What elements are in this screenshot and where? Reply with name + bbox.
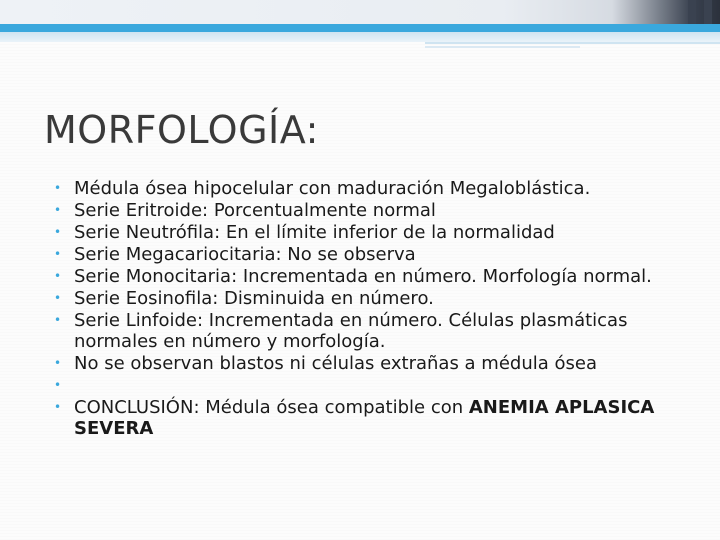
slide-title: MORFOLOGÍA: (44, 108, 319, 152)
bullet-icon: • (54, 225, 62, 239)
list-item (52, 222, 692, 243)
bullet-list (52, 178, 692, 440)
bullet-icon: • (54, 181, 62, 195)
list-item (52, 200, 692, 221)
decorative-line (425, 46, 580, 48)
top-light-bar (0, 32, 720, 42)
list-item-text: Serie Linfoide: Incrementada en número. Células plasmáticas normales en número y morfología. (74, 310, 628, 352)
list-item-text: Médula ósea hipocelular con maduración Megaloblástica. (74, 178, 591, 199)
bullet-icon: • (54, 378, 62, 392)
bullet-icon: • (54, 313, 62, 327)
bullet-icon: • (54, 269, 62, 283)
list-item (52, 178, 692, 199)
list-item-text: Serie Neutrófila: En el límite inferior de la normalidad (74, 222, 555, 243)
bullet-icon: • (54, 291, 62, 305)
bullet-icon: • (54, 356, 62, 370)
list-item (52, 244, 692, 265)
top-dark-bar (0, 0, 720, 24)
list-item (52, 288, 692, 309)
bullet-icon: • (54, 400, 62, 414)
top-accent-bar (0, 24, 720, 32)
list-item-text: Serie Monocitaria: Incrementada en número. Morfología normal. (74, 266, 652, 287)
bullet-icon: • (54, 203, 62, 217)
list-item-text: Serie Megacariocitaria: No se observa (74, 244, 416, 265)
top-bar-segment (688, 0, 696, 24)
list-item-empty (52, 375, 692, 396)
top-bar-segment (704, 0, 712, 24)
conclusion-diagnosis: ANEMIA APLASICA SEVERA (74, 397, 655, 439)
list-item (52, 266, 692, 287)
list-item-text: Serie Eritroide: Porcentualmente normal (74, 200, 436, 221)
list-item-text: No se observan blastos ni células extrañas a médula ósea (74, 353, 598, 374)
conclusion-text: CONCLUSIÓN: Médula ósea compatible con (74, 397, 469, 418)
bullet-icon: • (54, 247, 62, 261)
list-item (52, 353, 692, 374)
list-item-conclusion (52, 397, 692, 439)
list-item-text: Serie Eosinofila: Disminuida en número. (74, 288, 434, 309)
decorative-line (425, 42, 720, 44)
list-item (52, 310, 692, 352)
